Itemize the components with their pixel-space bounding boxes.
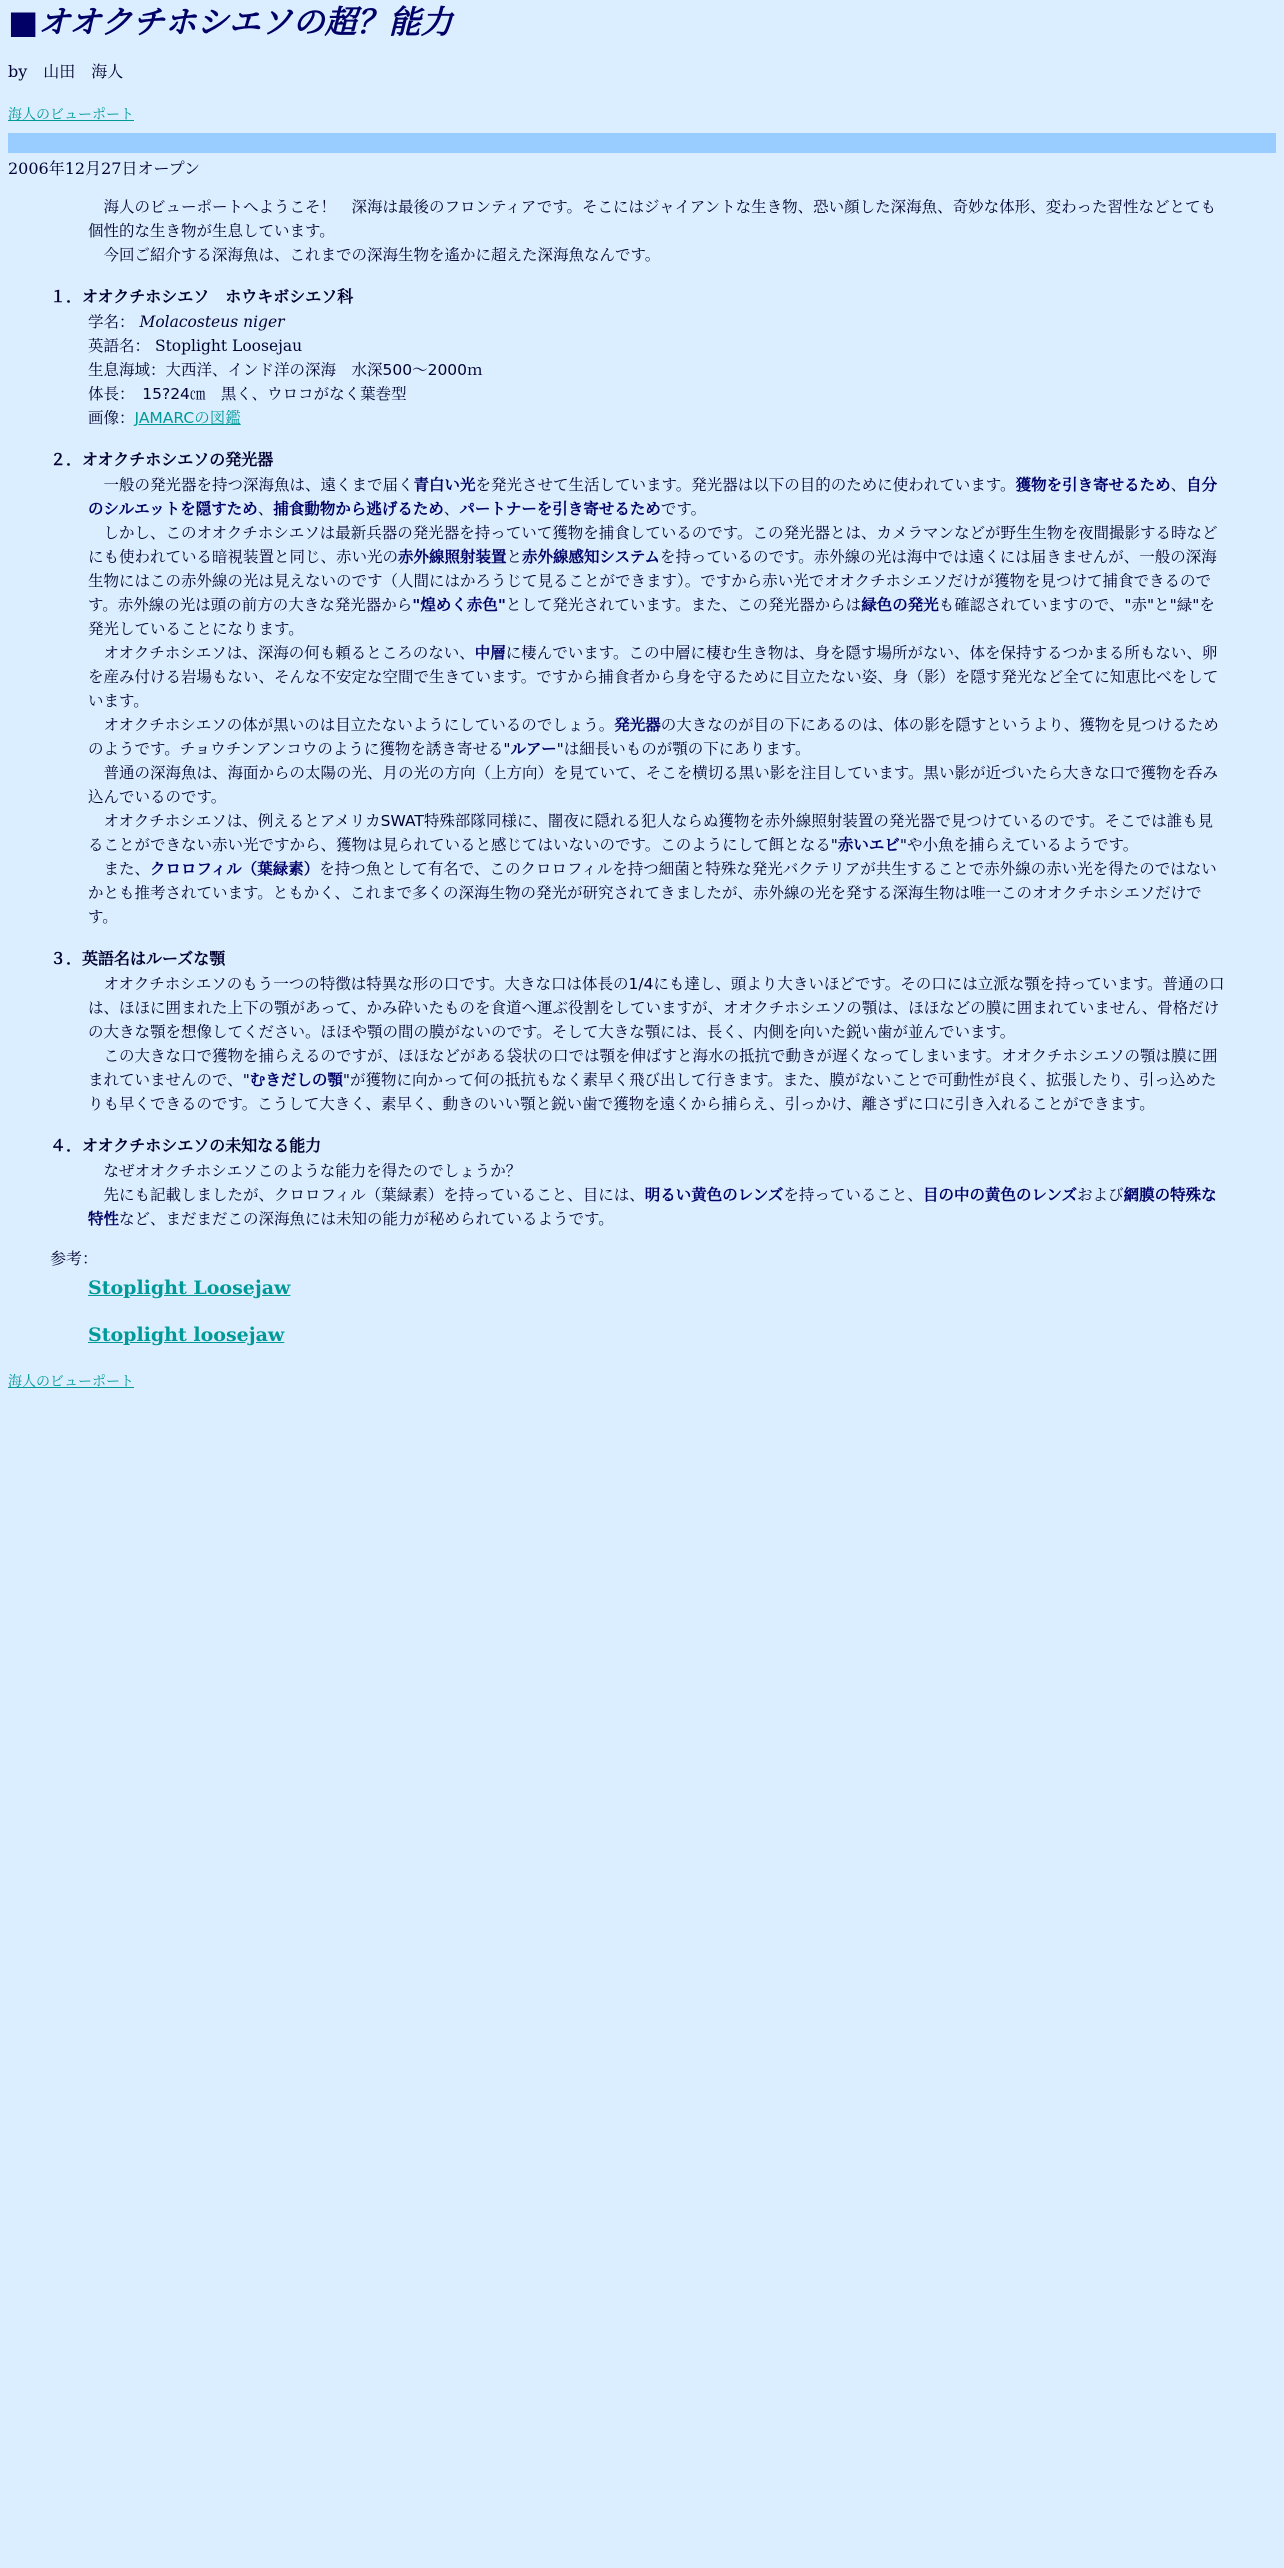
open-date: 2006年12月27日オープン xyxy=(8,158,200,178)
scientific-name-row xyxy=(88,310,1226,334)
section-body xyxy=(88,972,1226,1116)
length-row: 体長： 15?24㎝ 黒く、ウロコがなく葉巻型 xyxy=(88,385,407,404)
references xyxy=(50,1247,1276,1351)
habitat-row: 生息海域：大西洋、インド洋の深海 水深500～2000ｍ xyxy=(88,361,483,380)
references-label: 参考： xyxy=(50,1249,99,1269)
paragraph: しかし、このオオクチホシエソは最新兵器の発光器を持っていて獲物を捕食しているのです。この発光器とは、カメラマンなどが野生生物を夜間撮影する時などにも使われている暗視装置と同じ、赤い光の赤外線照射装置と赤外線感知システムを持っているのです。赤外線の光は海中では遠くには届きませんが、一般の深海生物にはこの赤外線の光は見えないのです（人間にはかろうじて見ることができます）。ですから赤い光でオオクチホシエソだけが獲物を見つけて捕食できるのです。赤外線の光は頭の前方の大きな発光器から"煌めく赤色"として発光されています。また、この発光器からは緑色の発光も確認されていますので、"赤"と"緑"を発光していることになります。 xyxy=(88,524,1218,639)
section-heading: ２．オオクチホシエソの発光器 xyxy=(50,450,274,470)
jamarc-link[interactable]: JAMARCの図鑑 xyxy=(134,409,241,428)
english-name: Stoplight Loosejau xyxy=(154,337,303,356)
paragraph: 普通の深海魚は、海面からの太陽の光、月の光の方向（上方向）を見ていて、そこを横切る黒い影を注目しています。黒い影が近づいたら大きな口で獲物を呑み込んでいるのです。 xyxy=(88,764,1218,807)
section-unknown-abilities xyxy=(50,1134,1276,1231)
section-heading: ３．英語名はルーズな顎 xyxy=(50,949,226,969)
paragraph: 先にも記載しましたが、クロロフィル（葉緑素）を持っていること、目には、明るい黄色のレンズを持っていること、目の中の黄色のレンズおよび網膜の特殊な特性など、まだまだこの深海魚には未知の能力が秘められているようです。 xyxy=(88,1186,1217,1229)
author-byline: by 山田 海人 xyxy=(8,62,124,81)
viewport-home-link-footer[interactable]: 海人のビューポート xyxy=(8,1373,134,1390)
fact-label: 画像： xyxy=(88,409,135,428)
scientific-name: Molacosteus niger xyxy=(139,313,285,332)
page-title: ■オオクチホシエソの超？能力 xyxy=(8,3,453,41)
paragraph: また、クロロフィル（葉緑素）を持つ魚として有名で、このクロロフィルを持つ細菌と特殊な発光バクテリアが共生することで赤外線の赤い光を得たのではないかとも推考されています。ともかく、これまで多くの深海生物の発光が研究されてきましたが、赤外線の光を発する深海生物は唯一このオオクチホシエソだけです。 xyxy=(88,860,1217,927)
viewport-home-link[interactable]: 海人のビューポート xyxy=(8,106,134,123)
intro-paragraph: 海人のビューポートへようこそ！ 深海は最後のフロンティアです。そこにはジャイアントな生き物、恐い顔した深海魚、奇妙な体形、変わった習性などとても個性的な生き物が生息しています。 xyxy=(88,198,1216,241)
english-name-row xyxy=(88,334,1226,358)
paragraph: オオクチホシエソは、例えるとアメリカSWAT特殊部隊同様に、闇夜に隠れる犯人ならぬ獲物を赤外線照射装置の発光器で見つけているのです。そこでは誰も見ることができない赤い光ですから、獲物は見られていると感じてはいないのです。このようにして餌となる"赤いエビ"や小魚を捕らえているようです。 xyxy=(88,812,1214,855)
paragraph: なぜオオクチホシエソこのような能力を得たのでしょうか？ xyxy=(103,1162,522,1181)
header-divider-bar xyxy=(8,133,1276,153)
fact-label: 学名： xyxy=(88,313,135,332)
paragraph: オオクチホシエソの体が黒いのは目立たないようにしているのでしょう。発光器の大きなのが目の下にあるのは、体の影を隠すというより、獲物を見つけるためのようです。チョウチンアンコウのように獲物を誘き寄せる"ルアー"は細長いものが顎の下にあります。 xyxy=(88,716,1219,759)
profile-facts xyxy=(88,310,1226,430)
paragraph: この大きな口で獲物を捕らえるのですが、ほほなどがある袋状の口では顎を伸ばすと海水の抵抗で動きが遅くなってしまいます。オオクチホシエソの顎は膜に囲まれていませんので、"むきだしの顎"が獲物に向かって何の抵抗もなく素早く飛び出して行きます。また、膜がないことで可動性が良く、拡張したり、引っ込めたりも早くできるのです。こうして大きく、素早く、動きのいい顎と鋭い歯で獲物を遠くから捕らえ、引っかけ、離さずに口に引き入れることができます。 xyxy=(88,1047,1218,1114)
paragraph: オオクチホシエソは、深海の何も頼るところのない、中層に棲んでいます。この中層に棲む生き物は、身を隠す場所がない、体を保持するつかまる所もない、卵を産み付ける岩場もない、そんな不安定な空間で生きています。ですから捕食者から身を守るために目立たない姿、身（影）を隠す発光など全てに知恵比べをしています。 xyxy=(88,644,1219,711)
section-body xyxy=(88,1159,1226,1231)
paragraph: オオクチホシエソのもう一つの特徴は特異な形の口です。大きな口は体長の1/4にも達し、頭より大きいほどです。その口には立派な顎を持っています。普通の口は、ほほに囲まれた上下の顎があって、かみ砕いたものを食道へ運ぶ役割をしていますが、オオクチホシエソの顎は、ほほなどの膜に囲まれていません、骨格だけの大きな顎を想像してください。ほほや顎の間の膜がないのです。そして大きな顎には、長く、内側を向いた鋭い歯が並んでいます。 xyxy=(88,975,1225,1042)
section-heading: １．オオクチホシエソ ホウキボシエソ科 xyxy=(50,287,354,307)
intro-paragraph: 今回ご紹介する深海魚は、これまでの深海生物を遙かに超えた深海魚なんです。 xyxy=(103,246,661,265)
intro-section xyxy=(88,195,1226,267)
section-profile xyxy=(50,285,1276,430)
reference-link[interactable]: Stoplight loosejaw xyxy=(88,1324,285,1347)
fact-label: 英語名： xyxy=(88,337,151,356)
reference-link[interactable]: Stoplight Loosejaw xyxy=(88,1276,291,1299)
section-loose-jaw xyxy=(50,947,1276,1116)
image-row xyxy=(88,406,1226,430)
section-body xyxy=(88,473,1226,929)
section-heading: ４．オオクチホシエソの未知なる能力 xyxy=(50,1136,322,1156)
section-light-organ xyxy=(50,448,1276,929)
paragraph: 一般の発光器を持つ深海魚は、遠くまで届く青白い光を発光させて生活しています。発光器は以下の目的のために使われています。獲物を引き寄せるため、自分のシルエットを隠すため、捕食動物から逃げるため、パートナーを引き寄せるためです。 xyxy=(88,476,1218,519)
